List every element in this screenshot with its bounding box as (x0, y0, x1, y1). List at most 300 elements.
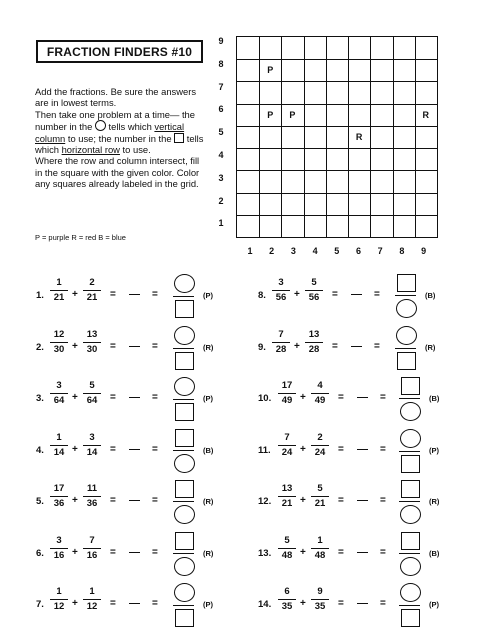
denominator: 24 (281, 446, 293, 458)
numerator: 3 (56, 380, 62, 391)
problem-number: 3. (36, 393, 44, 404)
equals-sign: = (338, 495, 344, 506)
problem (258, 429, 458, 479)
square-symbol-icon (174, 133, 184, 143)
answer-square[interactable] (175, 532, 194, 550)
answer-fraction-bar (399, 605, 420, 606)
equals-sign: = (380, 495, 386, 506)
numerator: 17 (281, 380, 293, 391)
row-label: 8 (218, 58, 224, 69)
problem (36, 274, 236, 324)
answer-square[interactable] (401, 480, 420, 498)
fraction-bar (50, 496, 68, 497)
denominator: 28 (308, 343, 320, 355)
fraction-bar (311, 548, 329, 549)
column-label: 1 (247, 246, 253, 256)
fraction-bar (305, 342, 323, 343)
numerator: 5 (89, 380, 95, 391)
color-code: (R) (429, 497, 440, 506)
denominator: 36 (53, 498, 65, 509)
instr-text: Then take one problem at a time— the number in the (35, 108, 195, 133)
numerator: 1 (56, 277, 62, 288)
color-code: (B) (203, 445, 214, 455)
fraction-a (277, 433, 297, 458)
grid-cell-label: R (355, 131, 363, 142)
answer-square[interactable] (175, 352, 194, 370)
denominator: 35 (314, 601, 326, 612)
worksheet-title: FRACTION FINDERS #10 (36, 40, 203, 63)
fraction-bar (311, 496, 329, 497)
problem-number: 14. (258, 599, 272, 610)
problem-number: 6. (36, 547, 44, 559)
fraction-bar (311, 445, 329, 446)
color-code: (B) (429, 548, 440, 558)
grid-line-horizontal (237, 59, 437, 60)
fraction-a (49, 433, 69, 458)
answer-blank[interactable] (357, 603, 368, 604)
grid-line-horizontal (237, 81, 437, 82)
grid-cell-label: P (267, 65, 274, 76)
problem-number: 5. (36, 496, 44, 507)
equals-sign: = (380, 546, 386, 558)
answer-blank[interactable] (351, 294, 362, 295)
vertical-column-text: vertical column (35, 121, 185, 144)
problem (258, 532, 458, 582)
problem-number: 2. (36, 341, 44, 353)
plus-sign: + (300, 495, 306, 506)
answer-circle[interactable] (400, 583, 421, 602)
fraction-b (310, 587, 330, 612)
numerator: 2 (317, 431, 323, 443)
plus-sign: + (72, 495, 78, 506)
numerator: 9 (317, 586, 323, 597)
color-code: (B) (429, 394, 440, 403)
fraction-b (82, 587, 102, 612)
equals-sign: = (110, 546, 116, 558)
answer-circle[interactable] (400, 402, 421, 421)
answer-square[interactable] (401, 455, 420, 473)
instr-text: tells which (105, 121, 155, 133)
grid-cell-label: P (267, 109, 274, 120)
equals-sign: = (152, 392, 158, 403)
numerator: 13 (281, 483, 293, 494)
numerator: 12 (53, 328, 65, 340)
fraction-bar (83, 599, 101, 600)
numerator: 11 (86, 483, 98, 494)
problem-number: 8. (258, 290, 266, 301)
fraction-bar (311, 599, 329, 600)
fraction-b (82, 278, 102, 303)
denominator: 56 (275, 292, 287, 303)
answer-circle[interactable] (174, 557, 195, 576)
fraction-bar (83, 342, 101, 343)
equals-sign: = (374, 340, 380, 352)
color-code: (B) (425, 291, 436, 300)
answer-blank[interactable] (129, 397, 140, 398)
denominator: 36 (86, 498, 98, 509)
grid-line-vertical (304, 37, 305, 237)
answer-square[interactable] (175, 403, 194, 421)
grid-line-horizontal (237, 104, 437, 105)
instructions-line-2 (35, 109, 207, 156)
plus-sign: + (300, 598, 306, 609)
answer-circle[interactable] (174, 326, 195, 345)
row-label: 1 (218, 218, 224, 229)
fraction-bar (83, 393, 101, 394)
answer-circle[interactable] (396, 299, 417, 318)
plus-sign: + (300, 546, 306, 558)
horizontal-row-text: horizontal row (61, 144, 120, 156)
equals-sign: = (380, 392, 386, 403)
answer-fraction-bar (395, 348, 416, 349)
circle-symbol-icon (95, 120, 106, 131)
fraction-bar (50, 342, 68, 343)
numerator: 7 (284, 431, 290, 443)
fraction-bar (272, 290, 290, 291)
fraction-a (49, 536, 69, 561)
fraction-bar (83, 496, 101, 497)
fraction-bar (83, 290, 101, 291)
equals-sign: = (152, 495, 158, 506)
answer-blank[interactable] (129, 603, 140, 604)
color-code: (P) (203, 394, 213, 403)
equals-sign: = (332, 289, 338, 300)
color-code: (P) (203, 291, 213, 300)
color-code: (P) (429, 600, 439, 609)
denominator: 64 (86, 395, 98, 406)
numerator: 13 (86, 328, 98, 340)
grid-line-vertical (415, 37, 416, 237)
problem-number: 4. (36, 444, 44, 456)
plus-sign: + (72, 289, 78, 300)
answer-blank[interactable] (357, 449, 368, 450)
fraction-b (82, 536, 102, 561)
numerator: 3 (278, 277, 284, 288)
plus-sign: + (300, 392, 306, 403)
numerator: 1 (317, 534, 323, 546)
equals-sign: = (152, 546, 158, 558)
plus-sign: + (72, 340, 78, 352)
denominator: 21 (314, 498, 326, 509)
answer-fraction-bar (399, 501, 420, 502)
equals-sign: = (110, 340, 116, 352)
problem (36, 583, 236, 633)
fraction-b (310, 433, 330, 458)
row-label: 3 (218, 172, 224, 183)
plus-sign: + (72, 392, 78, 403)
grid-line-vertical (326, 37, 327, 237)
answer-blank[interactable] (357, 552, 368, 553)
denominator: 48 (314, 549, 326, 561)
answer-circle[interactable] (400, 429, 421, 448)
answer-circle[interactable] (174, 377, 195, 396)
problem-number: 11. (258, 444, 271, 456)
answer-fraction-bar (173, 296, 194, 297)
plus-sign: + (72, 546, 78, 558)
answer-circle[interactable] (174, 454, 195, 473)
row-label: 6 (218, 104, 224, 115)
numerator: 7 (278, 328, 284, 340)
answer-circle[interactable] (400, 505, 421, 524)
equals-sign: = (110, 495, 116, 506)
fraction-a (271, 278, 291, 303)
instructions-line-1: Add the fractions. Be sure the answers are in lowest terms. (35, 86, 197, 109)
answer-square[interactable] (397, 274, 416, 292)
equals-sign: = (152, 340, 158, 352)
fraction-a (277, 381, 297, 406)
answer-circle[interactable] (400, 557, 421, 576)
answer-square[interactable] (175, 429, 194, 447)
numerator: 5 (317, 483, 323, 494)
instructions (35, 86, 207, 190)
numerator: 2 (89, 277, 95, 288)
color-code: (P) (429, 445, 439, 455)
equals-sign: = (338, 546, 344, 558)
answer-blank[interactable] (357, 397, 368, 398)
equals-sign: = (152, 598, 158, 609)
fraction-b (310, 484, 330, 509)
problem (36, 480, 236, 530)
answer-blank[interactable] (129, 500, 140, 501)
plus-sign: + (72, 443, 78, 455)
answer-square[interactable] (401, 377, 420, 395)
answer-blank[interactable] (357, 500, 368, 501)
answer-fraction-bar (173, 605, 194, 606)
fraction-a (49, 484, 69, 509)
instr-text: tells which (35, 132, 204, 156)
problem-number: 13. (258, 547, 272, 559)
column-label: 7 (377, 246, 383, 256)
numerator: 3 (56, 534, 62, 546)
equals-sign: = (380, 598, 386, 609)
fraction-b (304, 330, 324, 355)
problem (36, 532, 236, 582)
fraction-b (304, 278, 324, 303)
problem (36, 326, 236, 376)
fraction-a (277, 484, 297, 509)
denominator: 48 (281, 549, 293, 561)
equals-sign: = (332, 340, 338, 352)
column-label: 4 (312, 246, 318, 256)
numerator: 13 (308, 328, 320, 340)
answer-circle[interactable] (174, 505, 195, 524)
numerator: 1 (56, 431, 62, 443)
color-legend: P = purple R = red B = blue (35, 233, 126, 242)
problem (258, 377, 458, 427)
answer-square[interactable] (175, 300, 194, 318)
answer-square[interactable] (175, 609, 194, 627)
fraction-bar (50, 445, 68, 446)
fraction-bar (50, 599, 68, 600)
answer-fraction-bar (173, 553, 194, 554)
fraction-bar (305, 290, 323, 291)
column-label: 5 (334, 246, 340, 256)
answer-circle[interactable] (174, 274, 195, 293)
equals-sign: = (338, 392, 344, 403)
denominator: 21 (281, 498, 293, 509)
color-code: (R) (203, 548, 214, 558)
problem (258, 480, 458, 530)
equals-sign: = (110, 289, 116, 300)
numerator: 4 (317, 380, 323, 391)
plus-sign: + (300, 443, 306, 455)
numerator: 1 (89, 586, 95, 597)
fraction-bar (278, 393, 296, 394)
equals-sign: = (338, 598, 344, 609)
fraction-bar (278, 445, 296, 446)
answer-square[interactable] (401, 532, 420, 550)
answer-blank[interactable] (129, 346, 140, 347)
answer-circle[interactable] (396, 326, 417, 345)
denominator: 56 (308, 292, 320, 303)
fraction-a (49, 330, 69, 355)
denominator: 12 (53, 601, 65, 612)
denominator: 28 (275, 343, 287, 355)
instr-text: to use; the number in the (65, 132, 175, 144)
fraction-bar (278, 548, 296, 549)
denominator: 30 (53, 343, 65, 355)
grid-cell-label: R (422, 109, 430, 120)
color-code: (R) (203, 342, 214, 352)
answer-blank[interactable] (351, 346, 362, 347)
fraction-b (82, 330, 102, 355)
denominator: 64 (53, 395, 65, 406)
color-code: (R) (425, 342, 436, 352)
plus-sign: + (294, 340, 300, 352)
denominator: 21 (53, 292, 65, 303)
color-code: (P) (203, 600, 213, 609)
problem (36, 429, 236, 479)
grid-cell-label: P (289, 109, 296, 120)
numerator: 17 (53, 483, 65, 494)
denominator: 21 (86, 292, 98, 303)
grid-line-vertical (393, 37, 394, 237)
equals-sign: = (152, 289, 158, 300)
denominator: 35 (281, 601, 293, 612)
fraction-a (49, 381, 69, 406)
grid-line-horizontal (237, 215, 437, 216)
instr-text: to use. (119, 144, 151, 156)
equals-sign: = (110, 392, 116, 403)
fraction-bar (50, 290, 68, 291)
fraction-bar (272, 342, 290, 343)
answer-square[interactable] (397, 352, 416, 370)
answer-blank[interactable] (129, 294, 140, 295)
plus-sign: + (72, 598, 78, 609)
color-code: (R) (203, 497, 214, 506)
numerator: 7 (89, 534, 95, 546)
fraction-bar (50, 548, 68, 549)
numerator: 5 (284, 534, 290, 546)
answer-fraction-bar (173, 450, 194, 451)
fraction-a (271, 330, 291, 355)
equals-sign: = (380, 443, 386, 455)
row-label: 5 (218, 127, 224, 138)
answer-fraction-bar (173, 501, 194, 502)
problem-number: 10. (258, 393, 272, 404)
equals-sign: = (374, 289, 380, 300)
column-label: 3 (290, 246, 296, 256)
row-label: 7 (218, 81, 224, 92)
grid-line-horizontal (237, 148, 437, 149)
problem-number: 1. (36, 290, 44, 301)
equals-sign: = (110, 443, 116, 455)
column-label: 9 (421, 246, 427, 256)
problem (36, 377, 236, 427)
coordinate-grid[interactable] (236, 36, 438, 238)
problem-number: 7. (36, 599, 44, 610)
grid-line-vertical (370, 37, 371, 237)
instructions-line-3: Where the row and column intersect, fill in the square with the given color. Color any squares already labeled in the grid. (35, 155, 200, 190)
denominator: 14 (86, 446, 98, 458)
answer-fraction-bar (399, 553, 420, 554)
denominator: 30 (86, 343, 98, 355)
fraction-bar (83, 445, 101, 446)
denominator: 49 (281, 395, 293, 406)
answer-square[interactable] (401, 609, 420, 627)
answer-fraction-bar (399, 398, 420, 399)
fraction-a (49, 587, 69, 612)
fraction-bar (278, 496, 296, 497)
numerator: 5 (311, 277, 317, 288)
column-label: 2 (269, 246, 275, 256)
fraction-bar (83, 548, 101, 549)
denominator: 49 (314, 395, 326, 406)
fraction-bar (311, 393, 329, 394)
grid-line-vertical (281, 37, 282, 237)
fraction-b (82, 433, 102, 458)
problem-number: 12. (258, 496, 272, 507)
fraction-b (310, 536, 330, 561)
fraction-b (310, 381, 330, 406)
problem (258, 326, 458, 376)
denominator: 14 (53, 446, 65, 458)
numerator: 3 (89, 431, 95, 443)
row-label: 9 (218, 36, 224, 46)
problem (258, 583, 458, 633)
row-label: 2 (218, 195, 224, 206)
grid-line-horizontal (237, 193, 437, 194)
fraction-a (277, 536, 297, 561)
grid-line-horizontal (237, 170, 437, 171)
fraction-bar (50, 393, 68, 394)
answer-circle[interactable] (174, 583, 195, 602)
numerator: 1 (56, 586, 62, 597)
answer-square[interactable] (175, 480, 194, 498)
answer-blank[interactable] (129, 449, 140, 450)
row-label: 4 (218, 150, 224, 160)
equals-sign: = (338, 443, 344, 455)
answer-fraction-bar (173, 348, 194, 349)
denominator: 16 (53, 549, 65, 561)
answer-fraction-bar (399, 451, 420, 452)
column-label: 6 (355, 246, 361, 256)
problem (258, 274, 458, 324)
fraction-a (49, 278, 69, 303)
fraction-bar (278, 599, 296, 600)
equals-sign: = (152, 443, 158, 455)
fraction-b (82, 484, 102, 509)
denominator: 12 (86, 601, 98, 612)
problem-number: 9. (258, 341, 266, 353)
answer-blank[interactable] (129, 552, 140, 553)
equals-sign: = (110, 598, 116, 609)
grid-line-horizontal (237, 126, 437, 127)
denominator: 16 (86, 549, 98, 561)
answer-fraction-bar (173, 399, 194, 400)
denominator: 24 (314, 446, 326, 458)
column-label: 8 (399, 246, 405, 256)
